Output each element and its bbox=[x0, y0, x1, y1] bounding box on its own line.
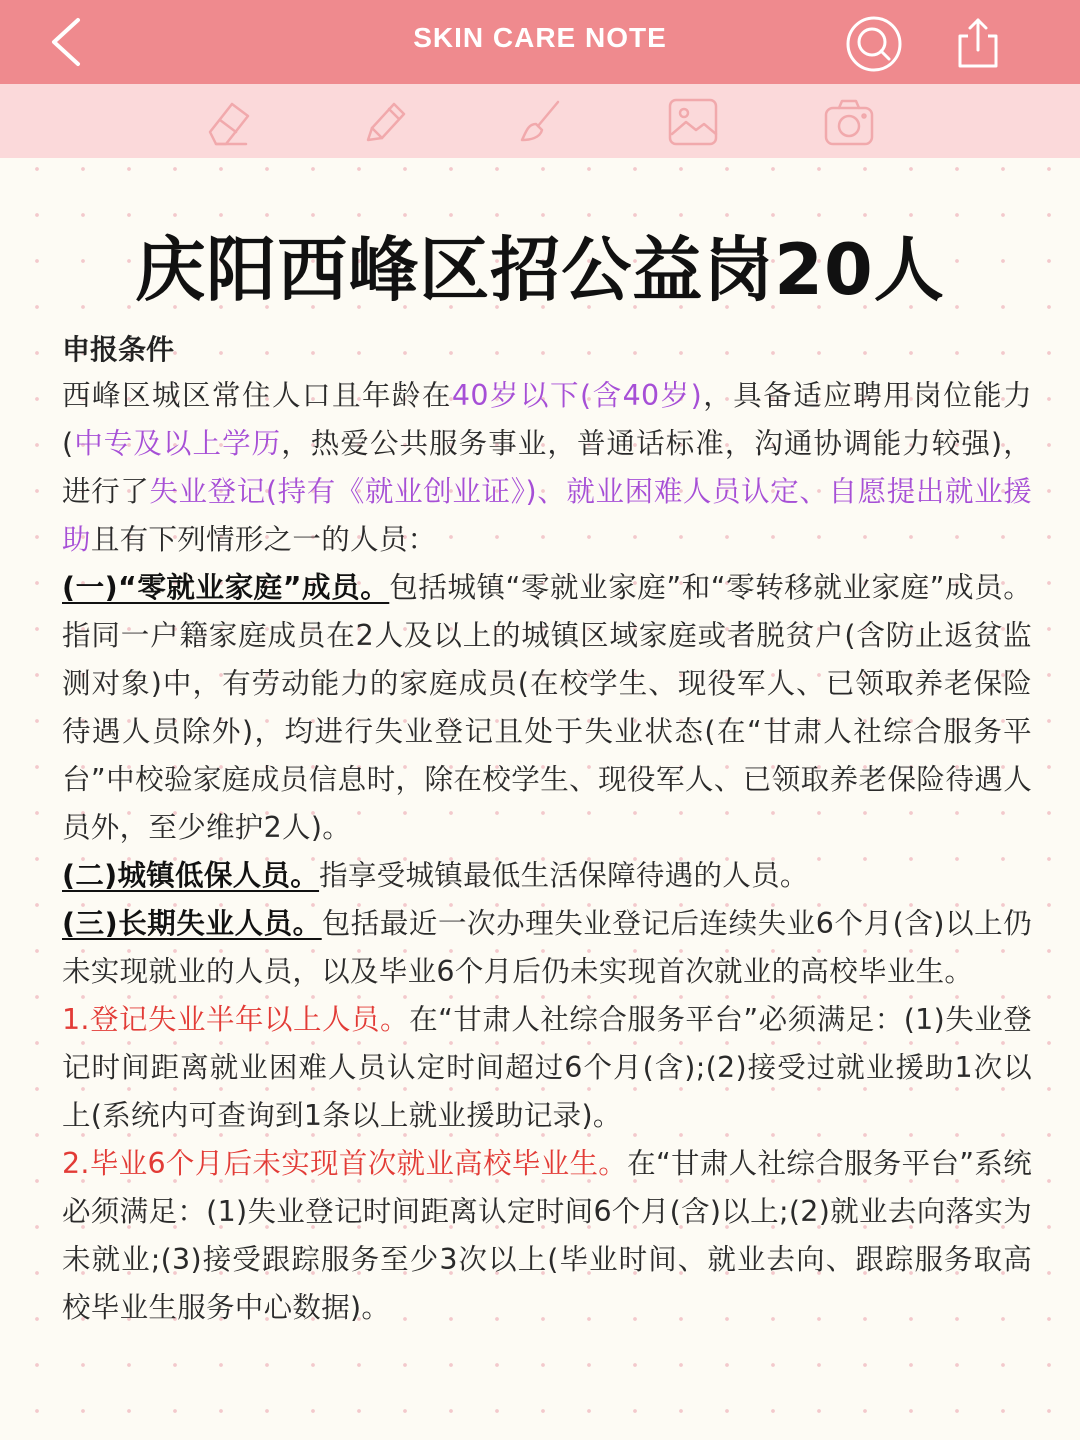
camera-icon bbox=[822, 96, 876, 148]
category-2 bbox=[62, 852, 1032, 900]
intro-highlight-registration: 失业登记(持有《就业创业证》)、就业困难人员认定、自愿提出就业援助 bbox=[62, 475, 1032, 556]
article-body bbox=[62, 372, 1032, 1332]
item-1-label: 1.登记失业半年以上人员。 bbox=[62, 1003, 410, 1036]
intro-text-1: 西峰区城区常住人口且年龄在 bbox=[62, 379, 452, 412]
app-title: SKIN CARE NOTE bbox=[413, 22, 667, 53]
intro-highlight-education: 中专及以上学历 bbox=[73, 427, 282, 460]
share-button[interactable] bbox=[950, 14, 1006, 70]
category-1-text: 包括城镇“零就业家庭”和“零转移就业家庭”成员。指同一户籍家庭成员在2人及以上的城镇区域家庭或者脱贫户(含防止返贫监测对象)中，有劳动能力的家庭成员(在校学生、现役军人、已领取养老保险待遇人员除外)，均进行失业登记且处于失业状态(在“甘肃人社综合服务平台”中校验家庭成员信息时，除在校学生、现役军人、已领取养老保险待遇人员外，至少维护2人)。 bbox=[62, 571, 1032, 844]
intro-text-2: ，具备适应聘用岗位能力( bbox=[62, 379, 1032, 460]
intro-highlight-age: 40岁以下(含40岁) bbox=[451, 379, 703, 412]
image-icon bbox=[666, 96, 720, 148]
search-button[interactable] bbox=[842, 12, 906, 76]
item-1-text: 在“甘肃人社综合服务平台”必须满足：(1)失业登记时间距离就业困难人员认定时间超过6个月(含);(2)接受过就业援助1次以上(系统内可查询到1条以上就业援助记录)。 bbox=[62, 1003, 1033, 1132]
top-app-bar bbox=[0, 0, 1080, 84]
item-2 bbox=[62, 1140, 1032, 1332]
camera-tool-button[interactable] bbox=[822, 96, 876, 148]
item-2-text: 在“甘肃人社综合服务平台”系统必须满足：(1)失业登记时间距离认定时间6个月(含)以上;(2)就业去向落实为未就业;(3)接受跟踪服务至少3次以上(毕业时间、就业去向、跟踪服务取高校毕业生服务中心数据)。 bbox=[62, 1147, 1032, 1324]
pen-tool-button[interactable] bbox=[358, 96, 412, 148]
share-icon bbox=[950, 14, 1006, 70]
category-3-text: 包括最近一次办理失业登记后连续失业6个月(含)以上仍未实现就业的人员，以及毕业6个月后仍未实现首次就业的高校毕业生。 bbox=[62, 907, 1032, 988]
item-1 bbox=[62, 996, 1032, 1140]
brush-icon bbox=[514, 96, 568, 148]
category-1 bbox=[62, 564, 1032, 852]
category-2-label: (二)城镇低保人员。 bbox=[62, 859, 320, 892]
page-title: 庆阳西峰区招公益岗20人 bbox=[135, 229, 945, 311]
category-1-label: (一)“零就业家庭”成员。 bbox=[62, 571, 390, 604]
category-3-label: (三)长期失业人员。 bbox=[62, 907, 322, 940]
section-heading: 申报条件 bbox=[62, 333, 175, 366]
image-tool-button[interactable] bbox=[666, 96, 720, 148]
eraser-icon bbox=[202, 96, 256, 148]
intro-text-3: ，热爱公共服务事业，普通话标准，沟通协调能力较强)，进行了 bbox=[62, 427, 1032, 508]
edit-toolbar bbox=[0, 84, 1080, 158]
category-3 bbox=[62, 900, 1032, 996]
intro-text-4: 且有下列情形之一的人员： bbox=[90, 523, 437, 556]
eraser-tool-button[interactable] bbox=[202, 96, 256, 148]
item-2-label: 2.毕业6个月后未实现首次就业高校毕业生。 bbox=[62, 1147, 628, 1180]
note-content bbox=[62, 158, 1032, 1332]
intro-paragraph bbox=[62, 372, 1032, 564]
category-2-text: 指享受城镇最低生活保障待遇的人员。 bbox=[319, 859, 809, 892]
search-icon bbox=[842, 12, 906, 76]
brush-tool-button[interactable] bbox=[514, 96, 568, 148]
pen-icon bbox=[358, 96, 412, 148]
